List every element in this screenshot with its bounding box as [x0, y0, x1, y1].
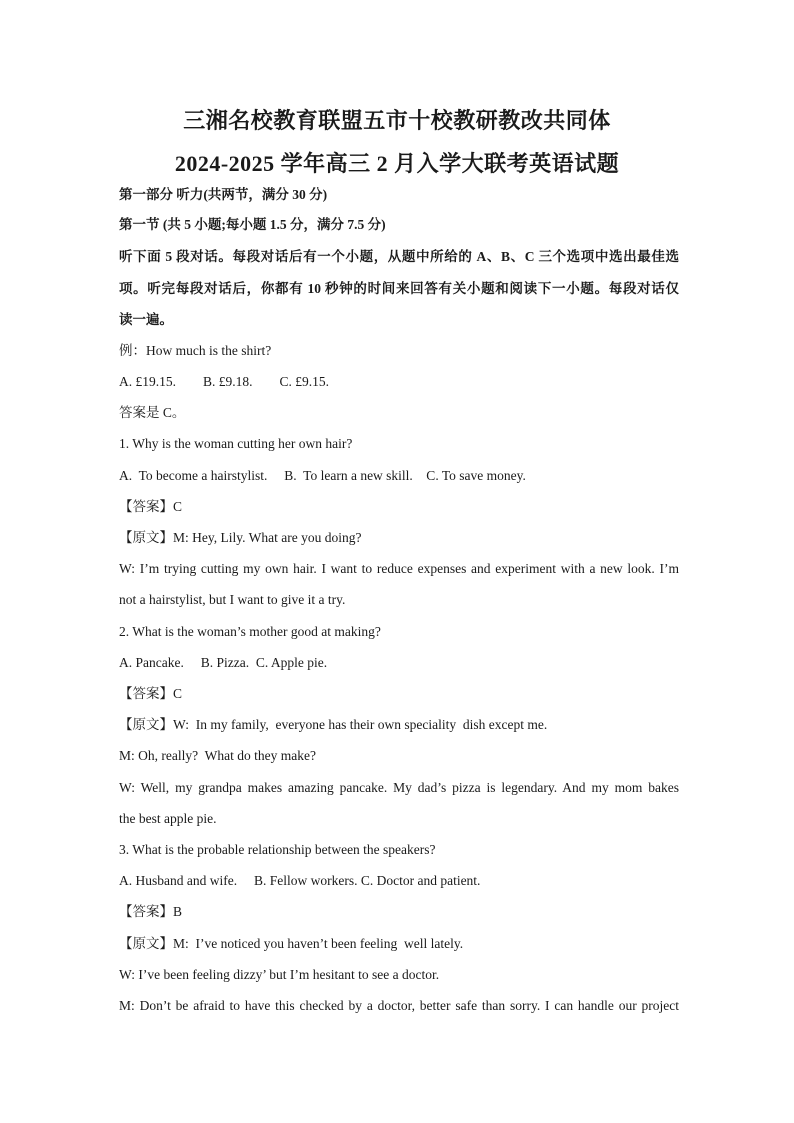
question-1: 1. Why is the woman cutting her own hair?: [119, 436, 353, 451]
question-2-text-1: 【原文】W: In my family, everyone has their own speciality dish except me.: [119, 717, 548, 732]
question-3-text-3: M: Don’t be afraid to have this checked by a doctor, better safe than sorry. I can handle our project: [119, 998, 679, 1013]
question-1-text-2: W: I’m trying cutting my own hair. I want to reduce expenses and experiment with a new look. I’m: [119, 561, 679, 576]
instructions-line-2: 项。听完每段对话后，你都有 10 秒钟的时间来回答有关小题和阅读下一小题。每段对话仅: [119, 281, 679, 296]
question-3: 3. What is the probable relationship between the speakers?: [119, 842, 436, 857]
question-2-text-3: W: Well, my grandpa makes amazing pancake. My dad’s pizza is legendary. And my mom bakes: [119, 780, 679, 795]
subsection-heading: 第一节 (共 5 小题;每小题 1.5 分，满分 7.5 分): [119, 217, 386, 232]
instructions-line-1: 听下面 5 段对话。每段对话后有一个小题，从题中所给的 A、B、C 三个选项中选出最佳选: [119, 249, 679, 264]
question-1-text-3: not a hairstylist, but I want to give it a try.: [119, 592, 346, 607]
example-options: A. £19.15. B. £9.18. C. £9.15.: [119, 374, 330, 389]
part-heading: 第一部分 听力(共两节，满分 30 分): [119, 187, 328, 202]
example-question: 例：How much is the shirt?: [119, 343, 272, 358]
question-3-text-1: 【原文】M: I’ve noticed you haven’t been feeling well lately.: [119, 936, 464, 951]
instructions-line-3: 读一遍。: [119, 312, 173, 327]
question-3-answer: 【答案】B: [119, 904, 183, 919]
question-1-text-1: 【原文】M: Hey, Lily. What are you doing?: [119, 530, 362, 545]
question-3-options: A. Husband and wife. B. Fellow workers. C. Doctor and patient.: [119, 873, 481, 888]
document-title-line2: 2024-2025 学年高三 2 月入学大联考英语试题: [174, 151, 620, 176]
question-2-options: A. Pancake. B. Pizza. C. Apple pie.: [119, 655, 328, 670]
question-2-text-4: the best apple pie.: [119, 811, 217, 826]
example-answer: 答案是 C。: [119, 405, 186, 420]
question-1-answer: 【答案】C: [119, 499, 183, 514]
question-2-text-2: M: Oh, really? What do they make?: [119, 748, 316, 763]
document-title-line1: 三湘名校教育联盟五市十校教研教改共同体: [183, 108, 611, 133]
question-3-text-2: W: I’ve been feeling dizzy’ but I’m hesitant to see a doctor.: [119, 967, 440, 982]
question-2-answer: 【答案】C: [119, 686, 183, 701]
question-1-options: A. To become a hairstylist. B. To learn a new skill. C. To save money.: [119, 468, 526, 483]
question-2: 2. What is the woman’s mother good at making?: [119, 624, 381, 639]
